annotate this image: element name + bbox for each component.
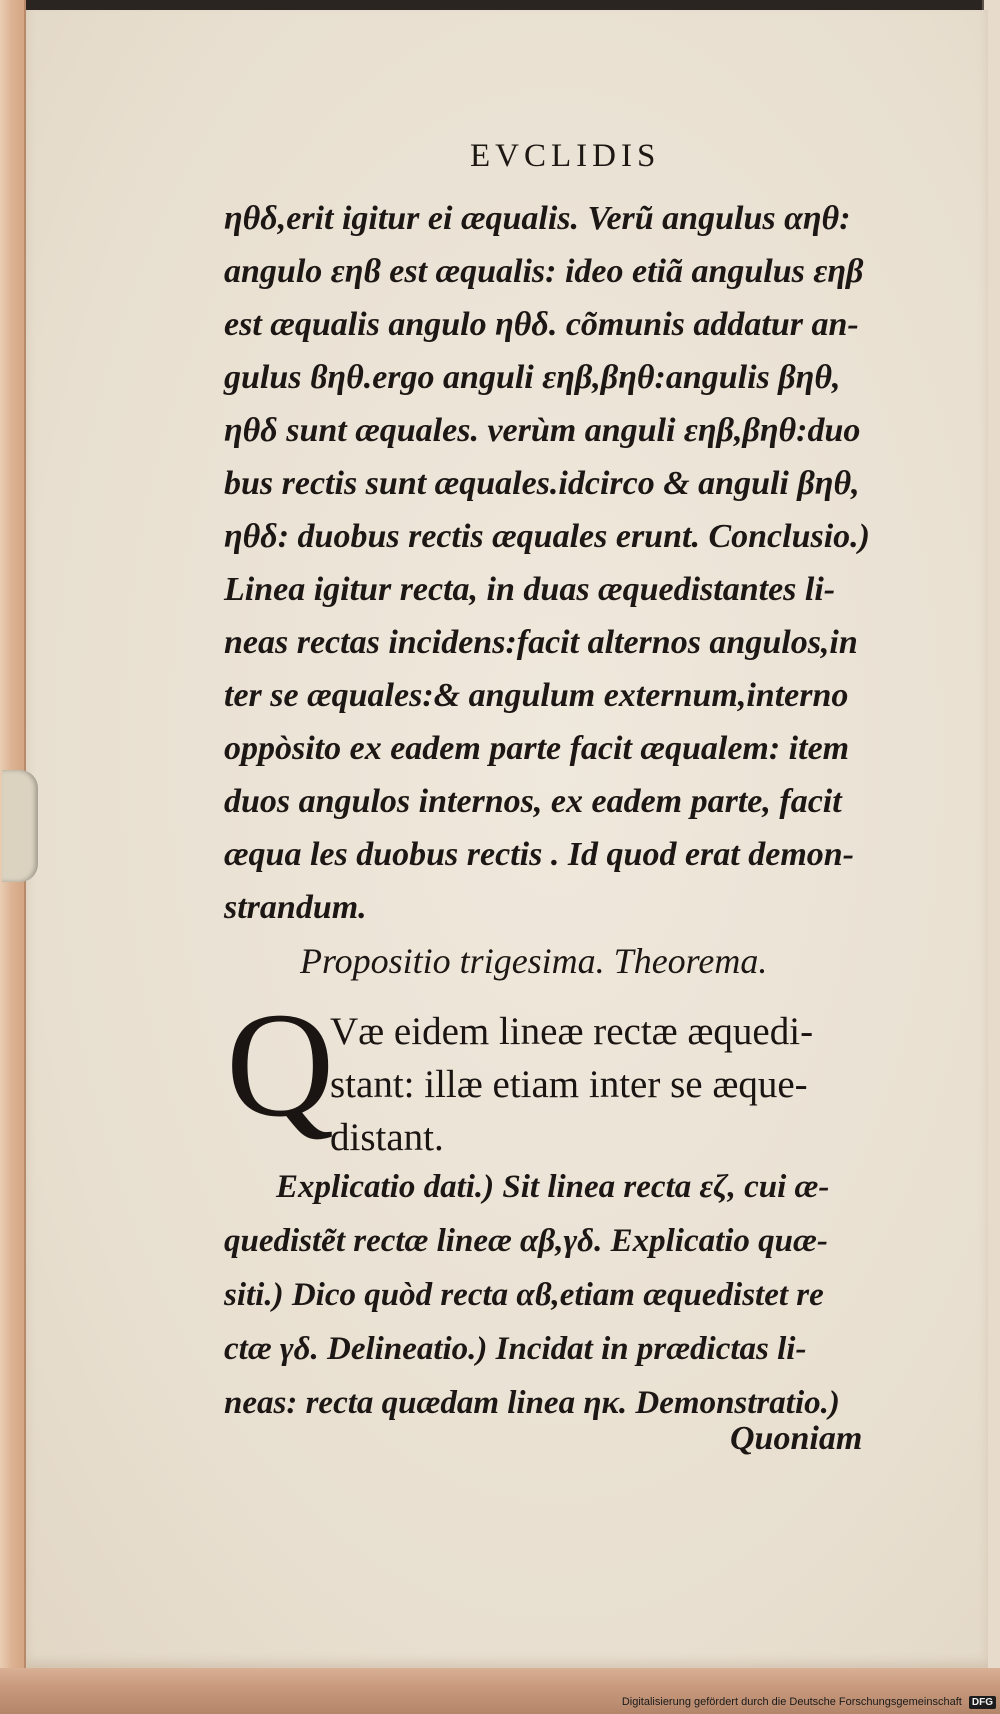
text-line: ηθδ,erit igitur ei æqualis. Verũ angulus αηθ: (224, 200, 851, 237)
text-line: angulo εηϐ est æqualis: ideo etiã angulus εηβ (224, 253, 864, 290)
proposition-heading: Propositio trigesima. Theorema. (300, 941, 768, 981)
text-line: ηθδ: duobus rectis æquales erunt. Conclusio.) (224, 518, 870, 555)
text-line: quedistẽt rectæ lineæ αβ,γδ. Explicatio quæ- (224, 1223, 828, 1259)
text-line: oppòsito ex eadem parte facit æqualem: item (224, 730, 850, 767)
running-header: EVCLIDIS (470, 138, 661, 174)
text-line: æqua les duobus rectis . Id quod erat demon- (224, 836, 854, 873)
catchword: Quoniam (730, 1420, 863, 1457)
text-line: neas rectas incidens:facit alternos angulos,in (224, 624, 858, 661)
text-line: strandum. (224, 889, 367, 926)
drop-capital: Q (226, 982, 335, 1148)
text-line: neas: recta quædam linea ηκ. Demonstratio.) (224, 1385, 840, 1421)
text-line: Væ eidem lineæ rectæ æquedi- (330, 1010, 814, 1053)
text-line: gulus ϐηθ.ergo anguli εηβ,βηθ:angulis βηθ, (224, 359, 841, 396)
body-text-top (224, 192, 936, 934)
text-line: Linea igitur recta, in duas æquedistantes li- (224, 571, 836, 608)
body-text-bottom (224, 1160, 936, 1430)
text-line: duos angulos internos, ex eadem parte, facit (224, 783, 842, 820)
text-line: Explicatio dati.) Sit linea recta εζ, cui æ- (276, 1169, 830, 1205)
text-line: est æqualis angulo ηθδ. cõmunis addatur an- (224, 306, 859, 343)
digitization-footer (0, 1696, 1000, 1714)
proposition-statement (330, 1005, 940, 1164)
text-line: siti.) Dico quòd recta αϐ,etiam æquedistet re (224, 1277, 824, 1313)
dfg-logo: DFG (969, 1696, 996, 1709)
scan-background (0, 0, 1000, 10)
text-line: ctæ γδ. Delineatio.) Incidat in prædictas li- (224, 1331, 807, 1367)
footer-credit: Digitalisierung gefördert durch die Deutsche Forschungsgemeinschaft (621, 1696, 962, 1708)
text-line: ter se æquales:& angulum externum,interno (224, 677, 849, 714)
text-line: ηθδ sunt æquales. verùm anguli εηβ,βηθ:duo (224, 412, 861, 449)
text-line: distant. (330, 1116, 444, 1159)
text-line: bus rectis sunt æquales.idcirco & anguli βηθ, (224, 465, 860, 502)
page-clip (2, 770, 38, 882)
text-line: stant: illæ etiam inter se æque- (330, 1063, 808, 1106)
